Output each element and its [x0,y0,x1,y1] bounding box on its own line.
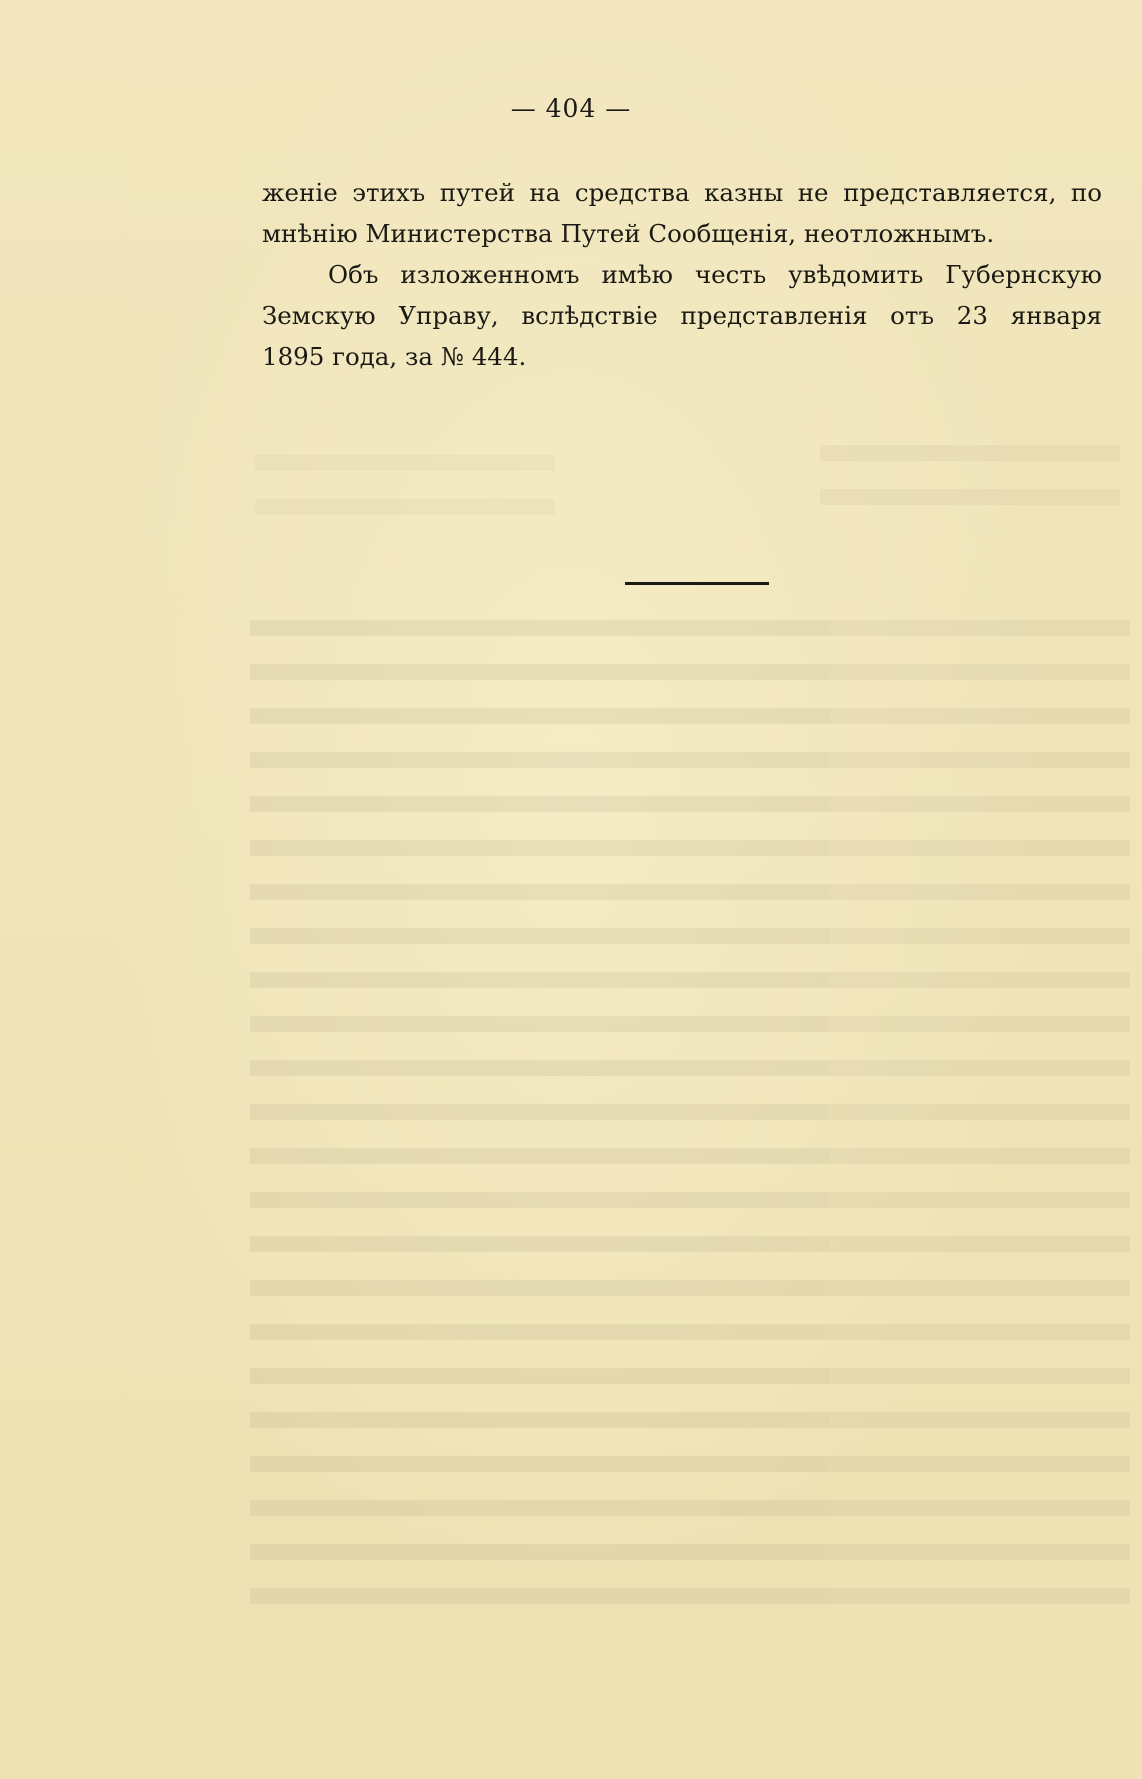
text-line: женіе этихъ путей на средства казны не представляется, по [262,178,1102,207]
page-number: — 404 — [510,94,632,123]
bleed-through-text [250,620,830,1620]
text-line: Объ изложенномъ имѣю честь увѣдомить Губернскую [328,260,1102,289]
bleed-through-text [255,455,555,525]
bleed-through-text [820,445,1120,525]
text-line: 1895 года, за № 444. [262,342,527,371]
body-text [262,172,1102,377]
section-divider [625,582,769,585]
text-line: Земскую Управу, вслѣдствіе представленія отъ 23 января [262,301,1102,330]
text-line: мнѣнію Министерства Путей Сообщенія, неотложнымъ. [262,219,995,248]
bleed-through-text [830,620,1130,1620]
